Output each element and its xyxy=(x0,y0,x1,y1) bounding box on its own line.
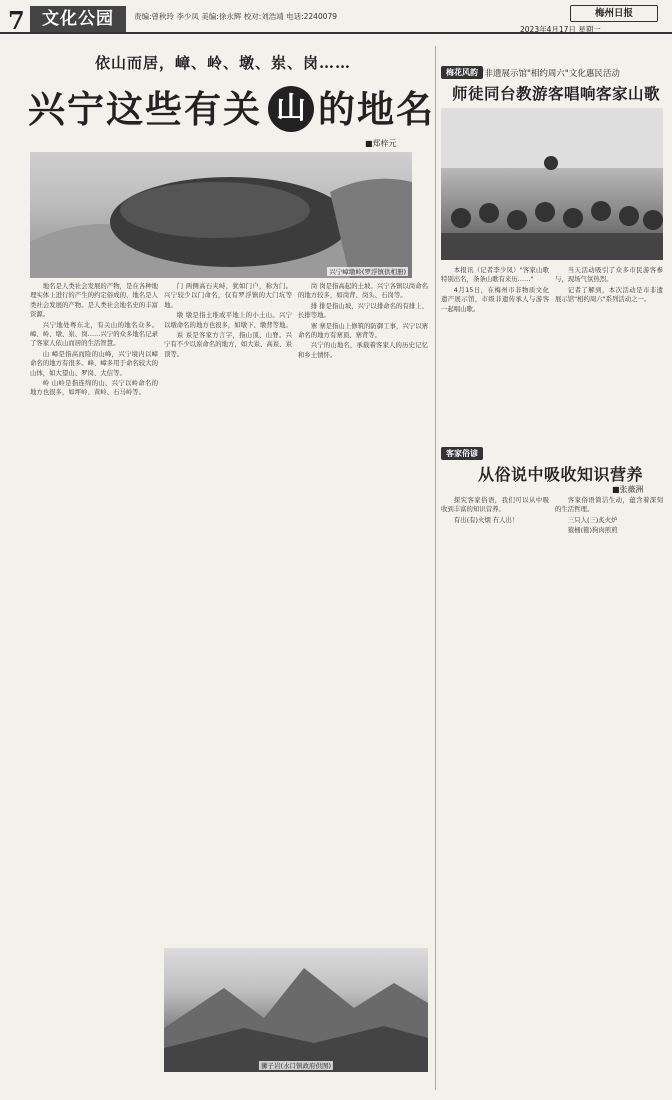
paragraph: 兴宁地处粤东北，有关山的地名众多。嶂、岭、墩、岽、岗……兴宁的众多地名记录了客家人依山而居的生活智慧。 xyxy=(30,320,158,348)
paragraph: 三只人(三)炙火炉 xyxy=(567,515,618,524)
paragraph: 4月15日，在梅州市非物质文化遗产展示馆，市级非遗传承人与游客一起唱山歌。 xyxy=(441,285,549,313)
paragraph: 岗 岗是指高起的土坡。兴宁各镇以岗命名的地方较多，如岗背、岗头、石岗等。 xyxy=(298,282,428,300)
paragraph: 寨 寨是指山上修筑的防御工事，兴宁以寨命名的地方有寨顶、寨背等。 xyxy=(298,321,428,340)
paragraph: 墩 墩是指土堆或平地上的小土山。兴宁以墩命名的地方也很多，如墩下、墩背等地。 xyxy=(164,311,292,329)
headline-circle-char: 山 xyxy=(268,86,314,132)
story1-column-2 xyxy=(555,266,663,446)
choir-photo xyxy=(441,108,663,260)
paragraph: 岽 岽是客家方言字，指山顶、山脊。兴宁有不少以岽命名的地方，如大岽、高岽、岽顶等。 xyxy=(164,331,292,358)
paragraph: 当天活动吸引了众多市民游客参与，现场气氛热烈。 xyxy=(555,266,663,284)
paragraph: 山 嶂是指高而险的山峰，兴宁境内以嶂命名的地方有很多。峰、嶂多用于命名较大的山体，如大望山、罗岗、大信等。 xyxy=(30,349,158,377)
article-column-3 xyxy=(298,282,428,942)
photo-caption: 兴宁嶂墩岭(罗浮镇供相册) xyxy=(329,268,406,276)
rock-photo xyxy=(30,152,412,278)
page-header xyxy=(0,0,672,34)
headline-part-a: 兴宁这些有关 xyxy=(28,87,262,131)
section-tag: 客家俗谚 xyxy=(441,447,483,460)
paragraph: 箍桶(箍)狗肉煎煎 xyxy=(567,526,618,535)
paragraph: 本报讯（记者李少凤）"客家山歌特别出名，条条山歌有来历……" xyxy=(441,266,549,284)
story2-column-2 xyxy=(555,496,663,1090)
rock-illustration xyxy=(30,152,412,278)
audience-illustration xyxy=(441,108,663,260)
section-title: 文化公园 xyxy=(30,6,126,32)
photo-caption: 狮子岩(水口镇政府供图) xyxy=(260,1062,332,1070)
paragraph: 记者了解到，本次活动是市非遗展示馆"相约周六"系列活动之一。 xyxy=(555,285,663,304)
story-headline: 从俗说中吸收知识营养 xyxy=(478,465,644,484)
paragraph: 排 排是指山坡，兴宁以排命名的有排上、长排等地。 xyxy=(298,301,428,320)
column-divider xyxy=(435,46,436,1090)
headline-part-b: 的地名 xyxy=(318,87,435,131)
article-column-2 xyxy=(164,282,292,942)
section-tag: 梅花风韵 xyxy=(441,66,483,79)
story2-column-1 xyxy=(441,496,549,1090)
article-column-1 xyxy=(30,282,158,1087)
mountain-illustration xyxy=(164,948,428,1072)
issue-date: 2023年4月17日 星期一 xyxy=(520,25,601,34)
paragraph: 有出(有)火烟 冇人出！ xyxy=(453,515,519,524)
story-byline: ■张薇洲 xyxy=(612,485,644,494)
paragraph: 探究客家俗语，我们可以从中吸收到丰富的知识营养。 xyxy=(441,496,549,514)
paragraph: 岭 山岭是指连绵的山，兴宁以岭命名的地方也很多，如坪岭、黄岭、石马岭等。 xyxy=(30,379,158,397)
article-kicker: 依山而居，嶂、岭、墩、岽、岗…… xyxy=(95,54,352,72)
editor-credits: 责编:曾秋玲 李少凤 美编:徐永辉 校对:刘浩靖 电话:2240079 xyxy=(134,12,338,21)
paragraph: 门 两侧高石夹峙，犹如门户，称为门。兴宁较少以门命名，仅有罗浮镇的大门坑等地。 xyxy=(164,282,292,309)
article-byline: ■郑梓元 xyxy=(365,139,397,148)
page-number: 7 xyxy=(8,6,25,35)
story1-column-1 xyxy=(441,266,549,446)
paragraph: 地名是人类社会发展的产物，是在各种地理实体上进行的产生的约定俗成的，地名是人类社会发展的产物。是人类社会地名史的丰富资源。 xyxy=(30,282,158,319)
article-headline xyxy=(28,80,435,138)
newspaper-logo: 梅州日报 xyxy=(570,5,658,22)
paragraph: 客家俗语简洁生动，蕴含着深刻的生活哲理。 xyxy=(555,496,663,514)
mountain-photo xyxy=(164,948,428,1072)
story-subtitle: 市非遗展示馆"相约周六"文化惠民活动 xyxy=(476,69,620,79)
paragraph: 兴宁的山地名，承载着客家人的历史记忆和乡土情怀。 xyxy=(298,341,428,359)
story-headline: 师徒同台教游客唱响客家山歌 xyxy=(452,84,661,103)
